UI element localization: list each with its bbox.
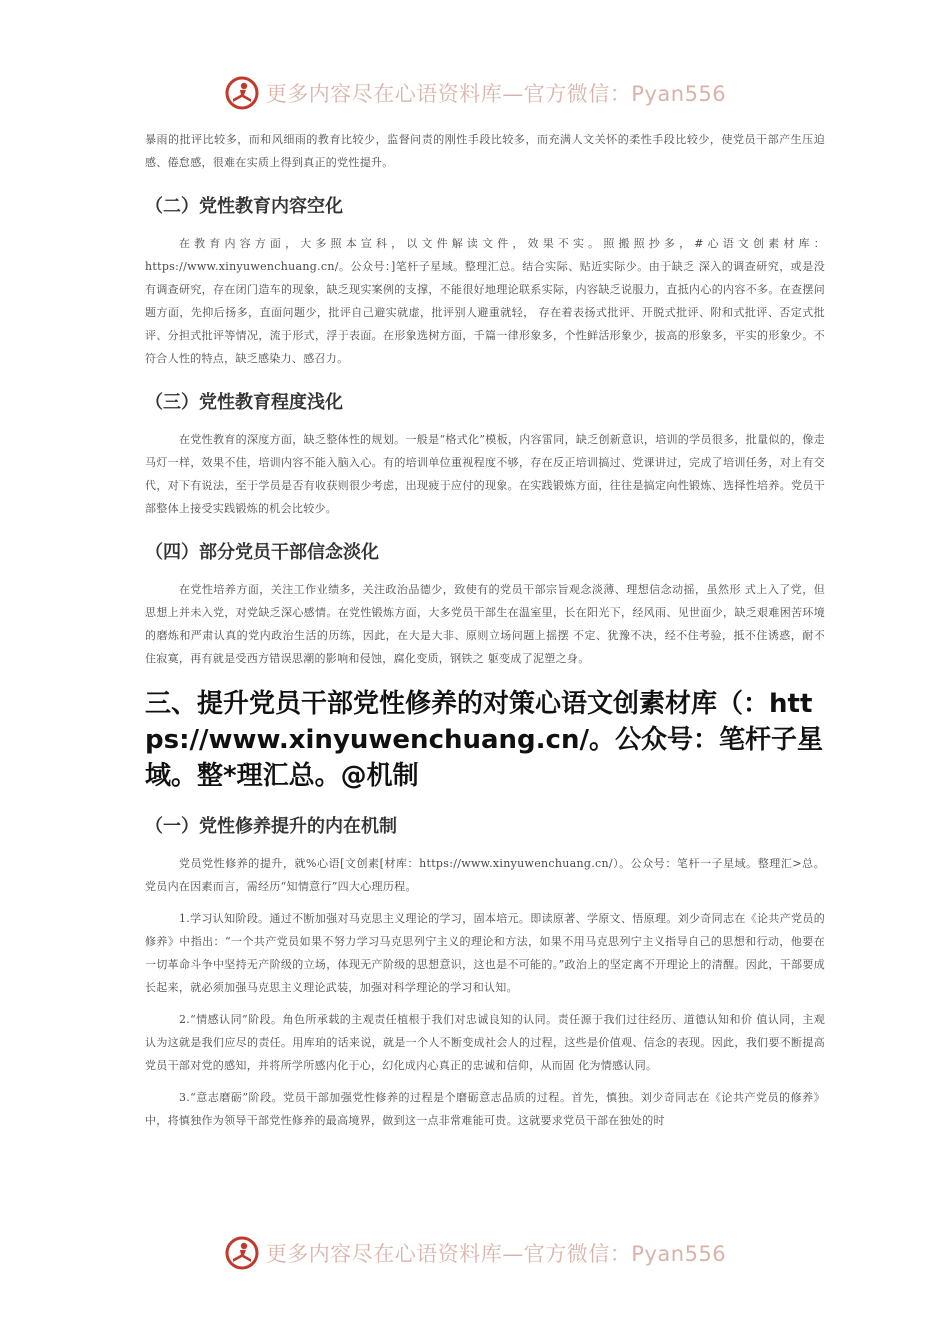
banner-text: 更多内容尽在心语资料库—官方微信：Pyan556 <box>265 82 727 106</box>
paragraph-section-2: 在教育内容方面，大多照本宣科，以文件解读文件，效果不实。照搬照抄多，#心语文创素材库：https://www.xinyuwenchuang.cn/。公众号：]笔杆子星域。整理汇总。结合实际、贴近实际少。由于缺乏 深入的调查研究，或是没有调查研究，存在闭门造车的现象，缺乏现实案例的支撑，不能很好地理论联系实际，内容缺乏说服力，直抵内心的内容不多。在查摆问题方面，先抑后扬多，直面问题少，批评自己避实就虚，批评别人避重就轻， 存在着表扬式批评、开脱式批评、附和式批评、否定式批评、分担式批评等情况，流于形式，浮于表面。在形象选树方面，千篇一律形象多，个性鲜活形象少，拔高的形象多，平实的形象少。不符合人性的特点，缺乏感染力、感召力。 <box>145 237 825 365</box>
heading-section-3: （三）党性教育程度浅化 <box>145 392 343 413</box>
paragraph-stage-1: 1.学习认知阶段。通过不断加强对马克思主义理论的学习，固本培元。即读原著、学原文、悟原理。刘少奇同志在《论共产党员的修养》中指出：“一个共产党员如果不努力学习马克思列宁主义的理论和方法，如果不用马克思列宁主义指导自己的思想和行动，他要在一切革命斗争中坚持无产阶级的立场，体现无产阶级的思想意识，这也是不可能的。”政治上的坚定离不开理论上的清醒。因此，干部要成长起来，就必须加强马克思主义理论武装，加强对科学理论的学习和认知。 <box>145 912 825 994</box>
banner-text: 更多内容尽在心语资料库—官方微信：Pyan556 <box>265 1242 727 1266</box>
paragraph-intro: 党员党性修养的提升，就%心语[文创素[材库：https://www.xinyuwenchuang.cn/）。公众号：笔杆一子星域。整理汇>总。党员内在因素而言，需经历“知情意行”四大心理历程。 <box>145 857 825 893</box>
paragraph-section-4: 在党性培养方面，关注工作业绩多，关注政治品德少，致使有的党员干部宗旨观念淡薄、理想信念动摇，虽然形 式上入了党，但思想上并未入党，对党缺乏深心感情。在党性锻炼方面，大多党员干部生在温室里，长在阳光下，经风雨、见世面少，缺乏艰难困苦环境的磨炼和严肃认真的党内政治生活的历练，因此，在大是大非、原则立场问题上摇摆 不定、犹豫不决，经不住考验，抵不住诱惑，耐不住寂寞，再有就是受西方错误思潮的影响和侵蚀，腐化变质，钢铁之 躯变成了泥塑之身。 <box>145 583 825 665</box>
heading-section-2: （二）党性教育内容空化 <box>145 196 343 217</box>
heading-subsection-1: （一）党性修养提升的内在机制 <box>145 816 397 837</box>
paragraph-stage-2: 2.“情感认同”阶段。角色所承载的主观责任植根于我们对忠诚良知的认同。责任源于我们过往经历、道德认知和价 值认同，主观认为这就是我们应尽的责任。用库珀的话来说，就是一个人不断变成社会人的过程，这些是价值观、信念的表现。因此，我们要不断提高党员干部对党的感知，并将所学所感内化于心，幻化成内心真正的忠诚和信仰，从而固 化为情感认同。 <box>145 1013 825 1072</box>
paragraph-0: 暴雨的批评比较多，而和风细雨的教育比较少，监督问责的刚性手段比较多，而充满人文关怀的柔性手段比较少，使党员干部产生压迫感、倦怠感，很难在实质上得到真正的党性提升。 <box>145 133 825 169</box>
header-banner <box>0 68 950 118</box>
reading-person-logo-icon <box>224 1235 260 1271</box>
paragraph-stage-3: 3.“意志磨砺”阶段。党员干部加强党性修养的过程是个磨砺意志品质的过程。首先，慎独。刘少奇同志在《论共产党员的修养》中，将慎独作为领导干部党性修养的最高境界，做到这一点非常难能可贵。这就要求党员干部在独处的时 <box>145 1091 825 1127</box>
paragraph-section-3: 在党性教育的深度方面，缺乏整体性的规划。一般是“格式化”模板，内容雷同，缺乏创新意识，培训的学员很多，批量似的，像走马灯一样，效果不佳，培训内容不能入脑入心。有的培训单位重视程度不够，存在反正培训搞过、党课讲过，完成了培训任务，对上有交代，对下有说法，至于学员是否有收获则很少考虑，出现疲于应付的现象。在实践锻炼方面，往往是搞定向性锻炼、选择性培养。党员干部整体上接受实践锻炼的机会比较少。 <box>145 433 825 515</box>
reading-person-logo-icon <box>224 75 260 111</box>
document-body <box>145 128 825 1132</box>
footer-banner <box>0 1228 950 1278</box>
chapter-heading: 三、提升党员干部党性修养的对策心语文创素材库（：https://www.xinyuwenchuang.cn/。公众号：笔杆子星域。整*理汇总。@机制 <box>145 689 823 791</box>
heading-section-4: （四）部分党员干部信念淡化 <box>145 542 379 563</box>
